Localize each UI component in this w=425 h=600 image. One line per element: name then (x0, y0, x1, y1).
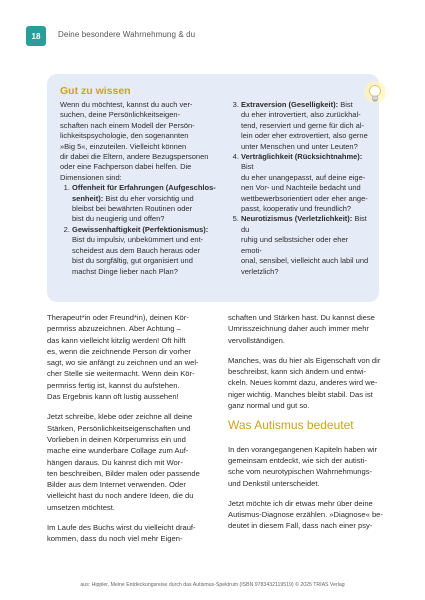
info-box (47, 74, 379, 302)
page-number-badge: 18 (26, 26, 46, 46)
body-paragraph: schaften und Stärken hast. Du kannst diese Umrisszeichnung daher auch immer mehr vervollständigen. (228, 313, 375, 345)
running-head: Deine besondere Wahrnehmung & du (58, 30, 196, 39)
copyright-footer: aus: Hippler, Meine Entdeckungsreise durch das Autismus-Spektrum (ISBN 9783432119519) © 2025 TRIAS Verlag (80, 582, 345, 588)
info-box-left-column (60, 100, 225, 277)
dimension-item: 3. Extraversion (Geselligkeit): Bist du eher introvertiert, also zurückhal- tend, reserviert und gerne für dich al- lein oder eher extrovertiert, also gerne unter Menschen und unter Leuten? (241, 100, 369, 152)
info-box-right-column (229, 100, 369, 277)
body-paragraph: Im Laufe des Buchs wirst du vielleicht drauf- kommen, dass du noch viel mehr Eigen- (47, 523, 196, 544)
dimension-item: 2. Gewissenhaftigkeit (Perfektionismus): Bist du impulsiv, unbekümmert und ent- scheidest aus dem Bauch heraus oder bist du sorgfältig, gut organisiert und machst Dinge lieber nach Plan? (72, 225, 225, 277)
body-paragraph: Jetzt schreibe, klebe oder zeichne all deine Stärken, Persönlichkeitseigenschaften und Vorlieben in deinen Körperumriss ein und mache eine wunderbare Collage zum Auf- hängen daraus. Du kannst dich mit Wor- ten beschreiben, Bilder malen oder passende Bilder aus dem Internet verwenden. Oder vielleicht hast du noch andere Ideen, die du umsetzen möchtest. (47, 412, 200, 512)
section-heading: Was Autismus bedeutet (228, 418, 354, 433)
dimension-list-left (60, 183, 225, 277)
body-paragraph: Jetzt möchte ich dir etwas mehr über deine Autismus-Diagnose erzählen. »Diagnose« be- deutet in diesem Fall, dass nach einer psy- (228, 498, 383, 531)
body-column-left (47, 312, 213, 554)
info-box-title: Gut zu wissen (60, 85, 131, 97)
body-paragraph: In den vorangegangenen Kapiteln haben wir gemeinsam entdeckt, wie sich der autisti- sche vom neurotypischen Wahrnehmungs- und Denkstil unterscheidet. (228, 444, 378, 488)
body-column-right (228, 312, 390, 541)
body-paragraph: Manches, was du hier als Eigenschaft von dir beschreibst, kann sich ändern und entwi- ckeln. Neues kommt dazu, anderes wird we- niger wichtig. Manches bleibt stabil. Das ist ganz normal und gut so. (228, 355, 381, 411)
info-box-intro: Wenn du möchtest, kannst du auch ver- suchen, deine Persönlichkeitseigen- schaften nach einem Modell der Persön- lichkeitspsychologie, den sogenannten »Big 5«, einzuteilen. Vielleicht können dir dabei die Eltern, andere Bezugspersonen oder eine Fachperson dabei helfen. Die Dimensionen sind: (60, 100, 209, 182)
body-paragraph: Therapeut*in oder Freund*in), deinen Kör- permriss abzuzeichnen. Aber Achtung – das kann vielleicht kitzlig werden! Oft hilft es, wenn die zeichnende Person dir vorher sagt, wo sie anfängt zu zeichnen und an wel- cher Stelle sie weitermacht. Wenn dein Kör- permriss fertig ist, kannst du aufstehen. Das Ergebnis kann oft lustig aussehen! (47, 313, 199, 402)
dimension-item: 5. Neurotizismus (Verletzlichkeit): Bist du ruhig und selbstsicher oder eher emoti- onal, sensibel, vielleicht auch labil und verletzlich? (241, 214, 369, 276)
dimension-item: 4. Verträglichkeit (Rücksichtnahme): Bist du eher unangepasst, auf deine eige- nen Vor- und Nachteile bedacht und wettbewerbsorientiert oder eher ange- passt, kooperativ und freundlich? (241, 152, 369, 214)
dimension-list-right (229, 100, 369, 277)
dimension-item: 1. Offenheit für Erfahrungen (Aufgeschlos- senheit): Bist du eher vorsichtig und bleibst bei bewährten Routinen oder bist du neugierig und offen? (72, 183, 225, 225)
